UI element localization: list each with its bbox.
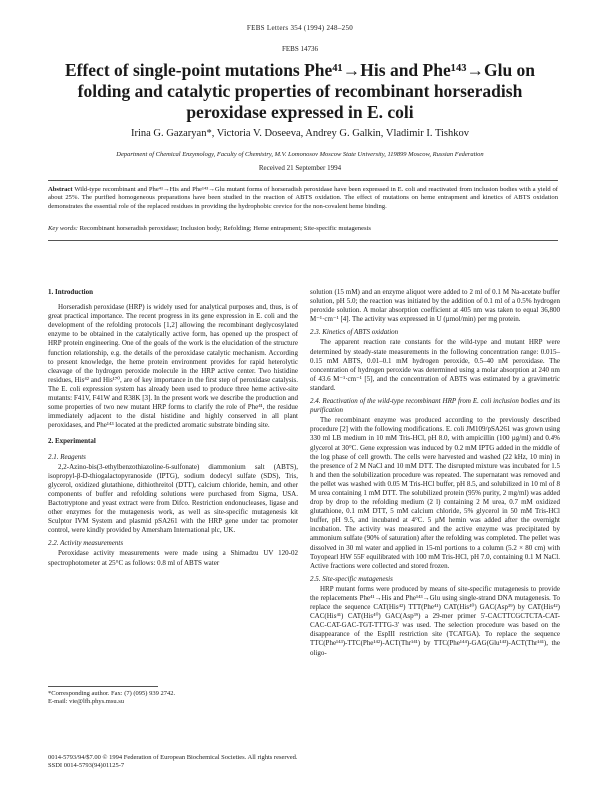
affiliation: Department of Chemical Enzymology, Faculty of Chemistry, M.V. Lomonosov Moscow State University, 119899 Moscow, Russian Federation [116, 151, 484, 158]
divider-top [48, 180, 558, 181]
abstract-label: Abstract [48, 186, 73, 193]
author-email: E-mail: vie@lfh.phys.msu.su [48, 698, 125, 705]
reactivation-text: The recombinant enzyme was produced according to the previously described procedure [2] with the following modifications. E. coli JM109/pSA261 was grown using 330 ml LB medium in 10 mM Tris-HCl, pH 8.0, with ampicillin (100 µg/ml) and 0.4% glycerol at 30°C. Gene expression was induced by 0.2 mM IPTG added in the middle of the log phase of cell growth. The cells were harvested and washed (22 kHz, 10 min) in the presence of 2 M NaCl and 10 mM DTT. The disrupted mixture was incubated for 1.5 h and then the solubilization procedure was repeated. The supernatant was removed and the pellet was washed with 0.05 M Tris-HCl buffer, pH 8.5, and solubilized in 10 ml of 8 M urea containing 1 mM DTT. The solubilized protein (95% purity, 2 mg/ml) was added drop by drop to the refolding medium (2 l) containing 2 M urea, 0.7 mM oxidized glutathione, 0.1 mM DTT, 5 mM calcium chloride, 5% glycerol in 50 mM Tris-HCl buffer, pH 9.5, and incubated at 4°C. 5 µM hemin was added after the overnight incubation. The activity was measured and the active enzyme was precipitated by ammonium sulfate (90% of saturation) after the refolding was completed. The pellet was dissolved in 30 ml water and applied in 15-ml portions to a column (5.2 × 80 cm) with Toyopearl HW 55F equilibrated with 100 mM Tris-HCl, pH 7.0, containing 0.1 M NaCl. Active fractions were collected and stored frozen. [310, 416, 560, 570]
activity-text: Peroxidase activity measurements were made using a Shimadzu UV 120-02 spectrophotometer at 25°C as follows: 0.8 ml of ABTS water [48, 549, 298, 567]
keywords-text: Recombinant horseradish peroxidase; Inclusion body; Refolding; Heme entrapment; Site-specific mutagenesis [79, 225, 371, 232]
experimental-heading: 2. Experimental [48, 437, 96, 446]
paper-title: Effect of single-point mutations Phe⁴¹→His and Phe¹⁴³→Glu on folding and catalytic properties of recombinant horseradish peroxidase expressed in E. coli [64, 60, 536, 122]
kinetics-text: The apparent reaction rate constants for the wild-type and mutant HRP were determined by steady-state measurements in the following concentration range: 0.015–0.15 mM ABTS, 0.01–0.1 mM hydrogen peroxide, 0.5–40 nM peroxidase. The concentration of hydrogen peroxide was determined using a molar absorption at 240 nm of 43.6 M⁻¹·cm⁻¹ [5], and the concentration of ABTS was estimated by a gravimetric standard. [310, 338, 560, 392]
copyright-line: 0014-5793/94/$7.00 © 1994 Federation of European Biochemical Societies. All rights reserved. [48, 754, 298, 761]
copyright-block [48, 754, 568, 770]
introduction-heading: 1. Introduction [48, 288, 93, 296]
corresponding-author: *Corresponding author. Fax: (7) (095) 939 2742. [48, 690, 176, 697]
keywords-block [48, 225, 558, 233]
footnote-rule [48, 686, 158, 687]
footnote [48, 690, 298, 706]
reagents-heading: 2.1. Reagents [48, 452, 86, 461]
left-column [48, 288, 298, 568]
journal-citation: FEBS Letters 354 (1994) 248–250 [246, 24, 354, 32]
kinetics-heading: 2.3. Kinetics of ABTS oxidation [310, 328, 399, 337]
right-column [310, 288, 560, 658]
mutagenesis-heading: 2.5. Site-specific mutagenesis [310, 574, 393, 583]
abstract-text: Wild-type recombinant and Phe⁴¹→His and Phe¹⁴³→Glu mutant forms of horseradish peroxidase have been expressed in E. coli and reactivated from inclusion bodies with a yield of about 25%. The purified homogeneous preparations have been studied in the reaction of ABTS oxidation. The effect of mutations on heme entrapment and kinetics of ABTS oxidation demonstrates the essential role of the replaced residues in providing the hydrophobic crevice for the non-covalent heme binding. [48, 186, 558, 210]
keywords-label: Key words: [48, 225, 78, 232]
febs-code: FEBS 14736 [282, 45, 318, 53]
mutagenesis-text: HRP mutant forms were produced by means of site-specific mutagenesis to provide the replacements Phe⁴¹→His and Phe¹⁴³→Glu using single-strand DNA mutagenesis. To replace the sequence CAT(His⁴²) TTT(Phe⁴¹) CAT(His⁴⁰) GAC(Asp³⁹) by CAT(His⁴²) CAC(His⁴¹) CAT(His⁴⁰) GAC(Asp³⁹) a 29-mer primer 5'-CACTTCGCTCTA-CAT-CAC-CAT-GAC-TGT-TTTG-3' was used. The selection procedure was based on the disappearance of the EspIII restriction site (TCATGA). To replace the sequence TTC(Phe¹⁴³)-TTC(Phe¹⁴²)-ACT(Thr¹⁴¹) by TTC(Phe¹⁴⁴)-GAG(Glu¹⁴³)-ACT(Thr¹⁴¹), the oligo- [310, 584, 560, 657]
received-date: Received 21 September 1994 [258, 164, 342, 172]
reagents-text: 2,2-Azino-bis(3-ethylbenzothiazoline-6-sulfonate) diammonium salt (ABTS), isopropyl-β-D-thiogalactopyranoside (IPTG), sodium dodecyl sulfate (SDS), Tris, glycerol, oxidized glutathione, dithiothreitol (DTT), calcium chloride, hemin, and other components of buffer and refolding solutions were purchased from Sigma, USA. Bactotryptone and yeast extract were from Difco. Restriction endonucleases, ligase and other enzymes for the mutagenesis work, as well as site-specific mutagenesis kit Sculptor IVM System and plasmid pSA261 with the HRP gene under tac promoter control, were kindly provided by Amersham International plc, UK. [48, 462, 298, 535]
introduction-text: Horseradish peroxidase (HRP) is widely used for analytical purposes and, thus, is of great practical importance. The recent progress in its gene expression in E. coli and the development of the refolding protocols [1,2] allowing the recombinant deglycosylated enzyme to be obtained in the catalytically active form, has opened up the prospect of HRP protein engineering. One of the goals of the work is the elucidation of the structure function relationship, e.g. the details of the peroxidase catalytic mechanism. According to present knowledge, the heme protein environment provides for rapid heterolytic cleavage of the hydrogen peroxide molecule in the HRP active center. Two histidine residues, His⁴² and His¹⁷⁰, are of key importance in the first step of peroxidase catalysis. The E. coli expression system has already been used to produce three heme active-site mutants: F41V, F41W and R38K [3]. In the present work we describe the production and some properties of two new mutant HRP forms to clarify the role of Phe⁴¹, the residue immediately adjacent to the distal histidine and highly conserved in all plant peroxidases, and Phe¹⁴³ located at the predicted aromatic substrate binding site. [48, 303, 298, 430]
abstract-block [48, 186, 558, 211]
author-list: Irina G. Gazaryan*, Victoria V. Doseeva, Andrey G. Galkin, Vladimir I. Tishkov [130, 128, 470, 139]
reactivation-heading: 2.4. Reactivation of the wild-type recombinant HRP from E. coli inclusion bodies and its purification [310, 397, 560, 415]
activity-heading: 2.2. Activity measurements [48, 539, 124, 548]
ssdi-line: SSDI 0014-5793(94)01125-7 [48, 762, 125, 769]
activity-text-continued: solution (15 mM) and an enzyme aliquot were added to 2 ml of 0.1 M Na-acetate buffer solution, pH 5.0; the reaction was initiated by the addition of 0.1 ml of a 0.5% hydrogen peroxide solution. A molar absorption coefficient at 405 nm was taken to equal 36,800 M⁻¹·cm⁻¹ [4]. The activity was expressed in U (µmol/min) per mg protein. [310, 288, 560, 324]
divider-bottom [48, 240, 558, 241]
